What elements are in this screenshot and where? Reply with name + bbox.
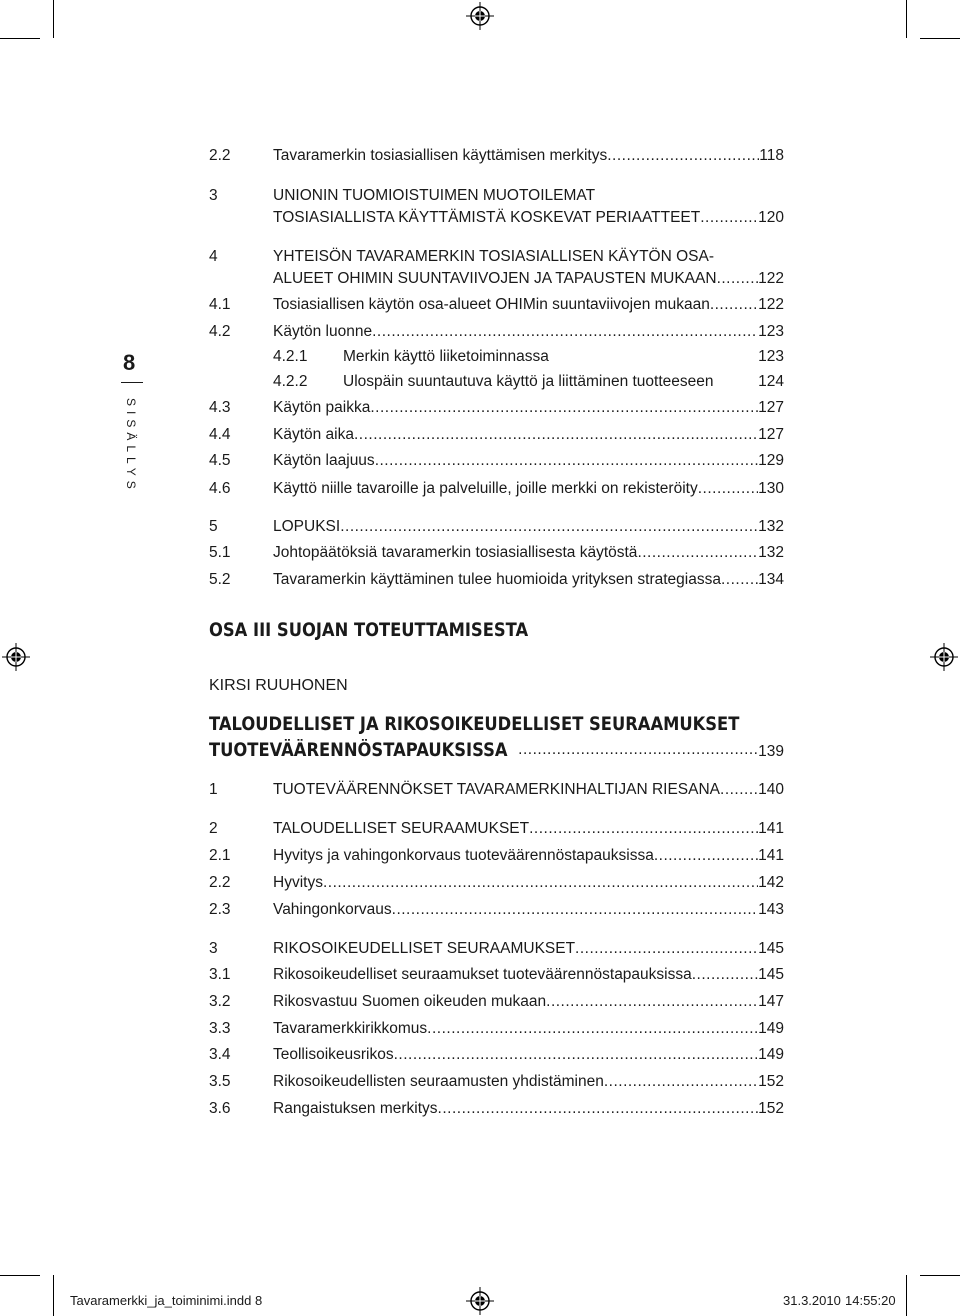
- part-heading: OSA III SUOJAN TOTEUTTAMISESTA: [209, 619, 529, 641]
- toc-entry: [209, 1098, 784, 1120]
- registration-mark-icon: [466, 1287, 494, 1315]
- footer-time: 14:55:20: [845, 1293, 896, 1308]
- toc-entry: [209, 899, 784, 921]
- toc-number: 3: [209, 940, 218, 957]
- registration-mark-icon: [2, 643, 30, 671]
- toc-number: 4: [209, 248, 218, 265]
- footer-date: 31.3.2010: [783, 1293, 841, 1308]
- toc-entry: [209, 845, 784, 867]
- toc-number: 5.1: [209, 544, 231, 561]
- toc-number: 2: [209, 820, 218, 837]
- toc-entry-continued: [209, 207, 784, 229]
- crop-mark: [0, 1275, 40, 1276]
- toc-number: 4.5: [209, 452, 231, 469]
- toc-entry: [209, 321, 784, 343]
- toc-title: Käytön luonne: [273, 323, 373, 340]
- toc-number: 4.1: [209, 296, 231, 313]
- toc-number: 1: [209, 781, 218, 798]
- toc-page: 145: [758, 966, 784, 983]
- page-number: 8: [123, 350, 136, 375]
- toc-number: 3.5: [209, 1073, 231, 1090]
- toc-page: 127: [758, 399, 784, 416]
- toc-title: Ulospäin suuntautuva käyttö ja liittäminen tuotteeseen: [343, 373, 714, 390]
- toc-page: 145: [758, 940, 784, 957]
- toc-number: 3.2: [209, 993, 231, 1010]
- toc-title: Tavaramerkkirikkomus: [273, 1020, 428, 1037]
- toc-entry: [209, 739, 784, 763]
- crop-mark: [0, 38, 40, 39]
- toc-page: 127: [758, 426, 784, 443]
- toc-title: TALOUDELLISET SEURAAMUKSET: [273, 820, 530, 837]
- toc-entry: [209, 1071, 784, 1093]
- toc-page: 122: [758, 270, 784, 287]
- toc-page: 143: [758, 901, 784, 918]
- toc-entry: [209, 779, 784, 801]
- toc-title: Merkin käyttö liiketoiminnassa: [343, 348, 549, 365]
- toc-page: 134: [758, 571, 784, 588]
- toc-entry: [209, 542, 784, 564]
- toc-page: 122: [758, 296, 784, 313]
- toc-page: 123: [758, 323, 784, 340]
- toc-title: ALUEET OHIMIN SUUNTAVIIVOJEN JA TAPAUSTEN MUKAAN: [273, 270, 717, 287]
- toc-page: 141: [758, 847, 784, 864]
- toc-title: Tavaramerkin käyttäminen tulee huomioida yrityksen strategiassa: [273, 571, 721, 588]
- toc-entry: [209, 246, 784, 268]
- toc-page: 140: [758, 781, 784, 798]
- toc-entry: [273, 371, 784, 393]
- toc-entry: [209, 516, 784, 538]
- toc-title-line1: YHTEISÖN TAVARAMERKIN TOSIASIALLISEN KÄYTÖN OSA-: [273, 248, 715, 265]
- toc-number: 4.2.2: [273, 373, 308, 390]
- toc-title: TUOTEVÄÄRENNÖKSET TAVARAMERKINHALTIJAN RIESANA: [273, 781, 721, 798]
- toc-entry: [273, 346, 784, 368]
- crop-mark: [920, 1275, 960, 1276]
- toc-title: Hyvitys ja vahingonkorvaus tuoteväärennöstapauksissa: [273, 847, 654, 864]
- toc-title: Johtopäätöksiä tavaramerkin tosiasiallisesta käytöstä: [273, 544, 638, 561]
- registration-mark-icon: [466, 2, 494, 30]
- toc-page: 149: [758, 1020, 784, 1037]
- crop-mark: [906, 0, 907, 38]
- toc-title: Käyttö niille tavaroille ja palveluille, joille merkki on rekisteröity: [273, 480, 698, 497]
- toc-number: 4.2: [209, 323, 231, 340]
- toc-entry-continued: [209, 268, 784, 290]
- toc-page: 142: [758, 874, 784, 891]
- toc-number: 4.2.1: [273, 348, 308, 365]
- toc-entry: [209, 1018, 784, 1040]
- crop-mark: [920, 38, 960, 39]
- toc-title: Teollisoikeusrikos: [273, 1046, 394, 1063]
- toc-title: Hyvitys: [273, 874, 323, 891]
- toc-entry: [209, 872, 784, 894]
- toc-number: 3.4: [209, 1046, 231, 1063]
- toc-entry: [209, 938, 784, 960]
- toc-entry: [209, 424, 784, 446]
- toc-page: 123: [758, 348, 784, 365]
- toc-entry: [209, 185, 784, 207]
- toc-number: 5.2: [209, 571, 231, 588]
- toc-title: Tosiasiallisen käytön osa-alueet OHIMin suuntaviivojen mukaan: [273, 296, 710, 313]
- toc-page: 141: [758, 820, 784, 837]
- toc-title: Tavaramerkin tosiasiallisen käyttämisen merkitys: [273, 147, 608, 164]
- toc-page: 152: [758, 1073, 784, 1090]
- toc-page: 120: [758, 209, 784, 226]
- toc-entry: [209, 478, 784, 500]
- toc-page: 132: [758, 544, 784, 561]
- article-title-line1: TALOUDELLISET JA RIKOSOIKEUDELLISET SEURAAMUKSET: [209, 713, 740, 735]
- toc-number: 3.3: [209, 1020, 231, 1037]
- toc-title: Käytön paikka: [273, 399, 371, 416]
- toc-number: 4.4: [209, 426, 231, 443]
- toc-number: 3.1: [209, 966, 231, 983]
- toc-page: 139: [758, 743, 784, 760]
- divider: [121, 382, 143, 383]
- crop-mark: [906, 1275, 907, 1316]
- toc-entry: [209, 569, 784, 591]
- toc-page: 130: [758, 480, 784, 497]
- toc-page: 129: [758, 452, 784, 469]
- toc-title: Vahingonkorvaus: [273, 901, 392, 918]
- toc-page: 124: [758, 373, 784, 390]
- toc-number: 2.2: [209, 874, 231, 891]
- toc-entry: [209, 964, 784, 986]
- toc-entry: [209, 818, 784, 840]
- toc-title: Rangaistuksen merkitys: [273, 1100, 438, 1117]
- toc-page: 118: [759, 147, 784, 164]
- toc-number: 4.6: [209, 480, 231, 497]
- toc-title: Käytön aika: [273, 426, 354, 443]
- toc-entry: [209, 145, 784, 167]
- toc-entry: [209, 397, 784, 419]
- crop-mark: [53, 0, 54, 38]
- toc-number: 2.1: [209, 847, 231, 864]
- toc-page: 132: [758, 518, 784, 535]
- toc-title: Käytön laajuus: [273, 452, 375, 469]
- toc-title-line1: UNIONIN TUOMIOISTUIMEN MUOTOILEMAT: [273, 187, 596, 204]
- toc-title: RIKOSOIKEUDELLISET SEURAAMUKSET: [273, 940, 576, 957]
- toc-title: Rikosoikeudelliset seuraamukset tuoteväärennöstapauksissa: [273, 966, 692, 983]
- section-label: SISÄLLYS: [124, 398, 138, 494]
- toc-number: 3.6: [209, 1100, 231, 1117]
- toc-number: 2.2: [209, 147, 231, 164]
- toc-number: 5: [209, 518, 218, 535]
- crop-mark: [53, 1275, 54, 1316]
- toc-number: 3: [209, 187, 218, 204]
- toc-entry: [209, 294, 784, 316]
- article-title-line2: TUOTEVÄÄRENNÖSTAPAUKSISSA: [209, 739, 508, 761]
- registration-mark-icon: [930, 643, 958, 671]
- toc-entry: [209, 1044, 784, 1066]
- toc-page: 149: [758, 1046, 784, 1063]
- toc-title: Rikosoikeudellisten seuraamusten yhdistäminen: [273, 1073, 604, 1090]
- toc-title: Rikosvastuu Suomen oikeuden mukaan: [273, 993, 547, 1010]
- toc-entry: [209, 450, 784, 472]
- toc-number: 4.3: [209, 399, 231, 416]
- toc-number: 2.3: [209, 901, 231, 918]
- footer-file: Tavaramerkki_ja_toiminimi.indd 8: [70, 1293, 263, 1308]
- toc-page: 152: [758, 1100, 784, 1117]
- toc-title: LOPUKSI: [273, 518, 341, 535]
- toc-entry: [209, 991, 784, 1013]
- toc-title: TOSIASIALLISTA KÄYTTÄMISTÄ KOSKEVAT PERIAATTEET: [273, 209, 701, 226]
- toc-page: 147: [758, 993, 784, 1010]
- author-name: KIRSI RUUHONEN: [209, 677, 348, 694]
